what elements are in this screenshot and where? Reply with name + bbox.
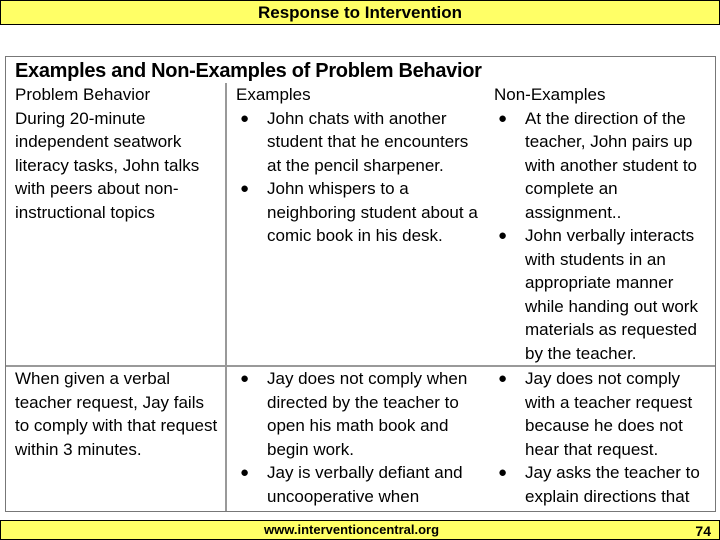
- example-text: John chats with another student that he encounters at the pencil sharpener.: [267, 108, 469, 175]
- page-number: 74: [695, 523, 711, 539]
- example-text: John whispers to a neighboring student about a comic book in his desk.: [267, 179, 478, 245]
- list-item: [236, 177, 485, 248]
- example-text: Jay does not comply when directed by the teacher to open his math book and begin work.: [267, 369, 468, 459]
- non-example-text: At the direction of the teacher, John pairs up with another student to complete an assignment..: [525, 108, 698, 222]
- table-row: [6, 366, 715, 512]
- examples-cell: [226, 366, 485, 512]
- column-header-examples: Examples: [236, 85, 311, 104]
- non-example-text: Jay does not comply with a teacher request because he does not hear that request.: [525, 369, 693, 459]
- non-examples-cell: [485, 366, 715, 512]
- non-example-text: John verbally interacts with students in an appropriate manner while handing out work materials as requested by the teacher.: [525, 226, 698, 363]
- bullet-icon: ●: [240, 370, 250, 387]
- example-text: Jay is verbally defiant and uncooperative when: [267, 463, 463, 506]
- non-examples-cell: [485, 107, 715, 367]
- examples-list: [236, 107, 485, 248]
- document-title: Examples and Non-Examples of Problem Behavior: [15, 60, 482, 82]
- bullet-icon: ●: [498, 464, 508, 481]
- list-item: [494, 224, 715, 365]
- list-item: [236, 461, 485, 512]
- examples-list: [236, 367, 485, 512]
- list-item: [236, 107, 485, 178]
- behavior-table: [6, 83, 715, 512]
- bullet-icon: ●: [498, 227, 508, 244]
- list-item: [494, 367, 715, 461]
- behavior-text: During 20-minute independent seatwork literacy tasks, John talks with peers about non-instructional topics: [15, 108, 200, 222]
- non-example-text: Jay asks the teacher to explain directions that: [525, 463, 700, 506]
- non-examples-list: [494, 367, 715, 512]
- column-header-non-examples: Non-Examples: [494, 85, 606, 104]
- non-examples-list: [494, 107, 715, 366]
- bullet-icon: ●: [498, 370, 508, 387]
- header-title: Response to Intervention: [257, 2, 463, 22]
- behavior-cell: [6, 107, 226, 367]
- table-row: [6, 107, 715, 367]
- list-item: [494, 107, 715, 225]
- column-header-problem-behavior: Problem Behavior: [6, 83, 226, 107]
- bullet-icon: ●: [240, 180, 250, 197]
- document-panel: [5, 56, 716, 512]
- behavior-cell: [6, 366, 226, 512]
- bullet-icon: ●: [240, 464, 250, 481]
- bullet-icon: ●: [240, 109, 250, 127]
- header-bar: [0, 0, 720, 25]
- behavior-text: When given a verbal teacher request, Jay fails to comply with that request within 3 minutes.: [15, 369, 218, 459]
- list-item: [494, 461, 715, 512]
- bullet-icon: ●: [498, 109, 508, 127]
- footer-url-link[interactable]: www.interventioncentral.org: [264, 522, 440, 537]
- footer-bar: [0, 520, 720, 540]
- examples-cell: [226, 107, 485, 367]
- list-item: [236, 367, 485, 461]
- table-header-row: [6, 83, 715, 107]
